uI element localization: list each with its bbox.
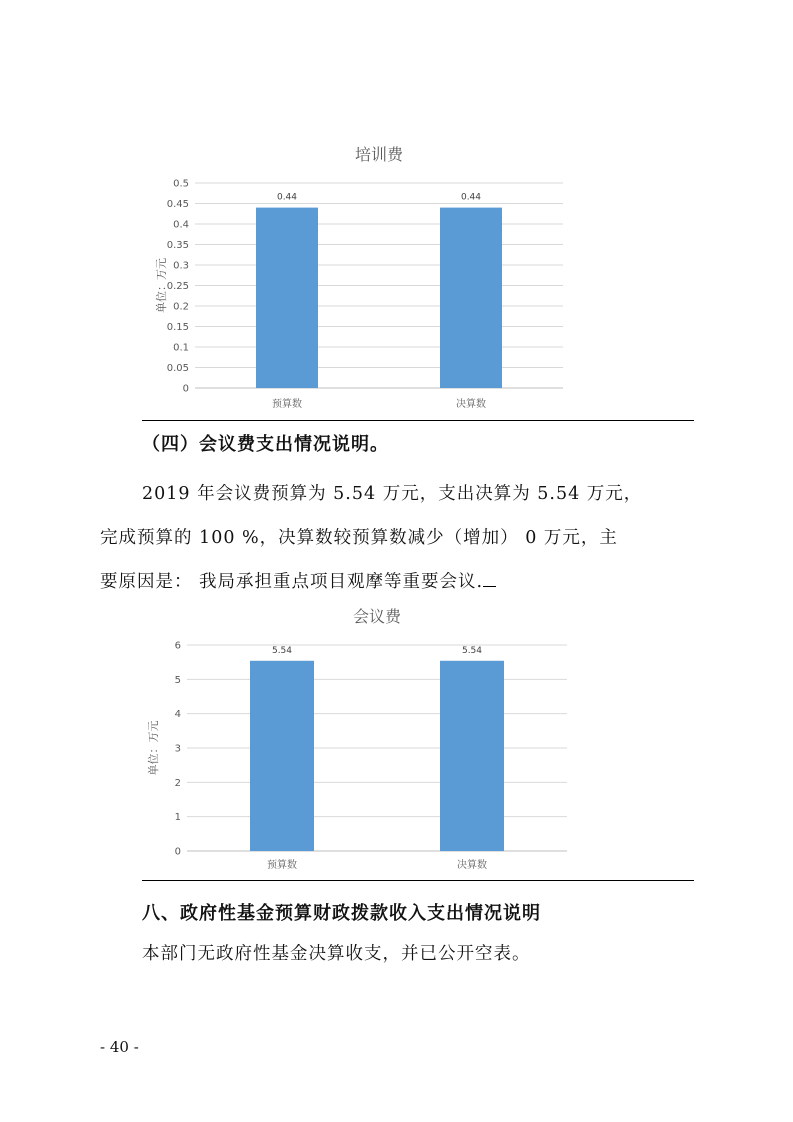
y-tick-label: 0.1: [173, 342, 189, 354]
y-axis-label: 单位：万元: [155, 258, 168, 313]
section4-line1: 2019 年会议费预算为 5.54 万元，支出决算为 5.54 万元，: [142, 484, 643, 504]
bar: [440, 661, 504, 851]
y-tick-label: 5: [174, 674, 181, 686]
chart-title: 培训费: [354, 145, 404, 164]
y-tick-label: 0: [174, 846, 181, 858]
training-fee-chart: [140, 138, 580, 420]
data-label: 5.54: [271, 645, 293, 656]
chart2-bottom-rule: [142, 880, 694, 881]
category-label: 预算数: [267, 860, 297, 871]
section4-line3: [100, 568, 496, 593]
data-label: 0.44: [460, 192, 482, 203]
bar: [440, 208, 502, 388]
y-tick-label: 2: [174, 777, 181, 789]
y-tick-label: 1: [174, 812, 181, 824]
data-label: 5.54: [461, 645, 483, 656]
bar: [256, 208, 318, 388]
y-tick-label: 0.05: [166, 363, 189, 374]
y-tick-label: 0.45: [166, 199, 189, 210]
y-tick-label: 0.5: [173, 178, 189, 190]
chart1-bottom-rule: [142, 420, 694, 421]
section4-line2: 完成预算的 100 %，决算数较预算数减少（增加） 0 万元，主: [100, 528, 618, 548]
underline-blank: [483, 572, 496, 587]
y-tick-label: 0.35: [166, 240, 189, 251]
section8-heading: 八、政府性基金预算财政拨款收入支出情况说明: [142, 903, 541, 924]
y-tick-label: 4: [174, 709, 181, 721]
section4-heading: （四）会议费支出情况说明。: [142, 434, 389, 455]
y-tick-label: 0.2: [173, 301, 189, 313]
chart-title: 会议费: [352, 607, 402, 626]
y-tick-label: 0.15: [166, 322, 189, 333]
y-tick-label: 0.4: [173, 219, 189, 231]
y-tick-label: 3: [174, 743, 181, 755]
y-tick-label: 0.3: [173, 260, 189, 272]
bar: [250, 661, 314, 851]
y-tick-label: 0.25: [166, 281, 189, 292]
meeting-fee-chart-svg: [140, 600, 580, 878]
category-label: 决算数: [457, 860, 487, 871]
y-axis-label: 单位：万元: [147, 720, 160, 776]
category-label: 决算数: [456, 399, 486, 410]
section4-line3-text: 要原因是： 我局承担重点项目观摩等重要会议.: [100, 572, 484, 592]
meeting-fee-chart: [140, 600, 580, 878]
y-tick-label: 0: [182, 383, 189, 395]
section8-line1: 本部门无政府性基金决算收支，并已公开空表。: [142, 944, 531, 964]
y-tick-label: 6: [174, 640, 181, 652]
data-label: 0.44: [276, 192, 298, 203]
category-label: 预算数: [272, 399, 302, 410]
page-number: - 40 -: [100, 1038, 139, 1056]
training-fee-chart-svg: [140, 138, 580, 420]
